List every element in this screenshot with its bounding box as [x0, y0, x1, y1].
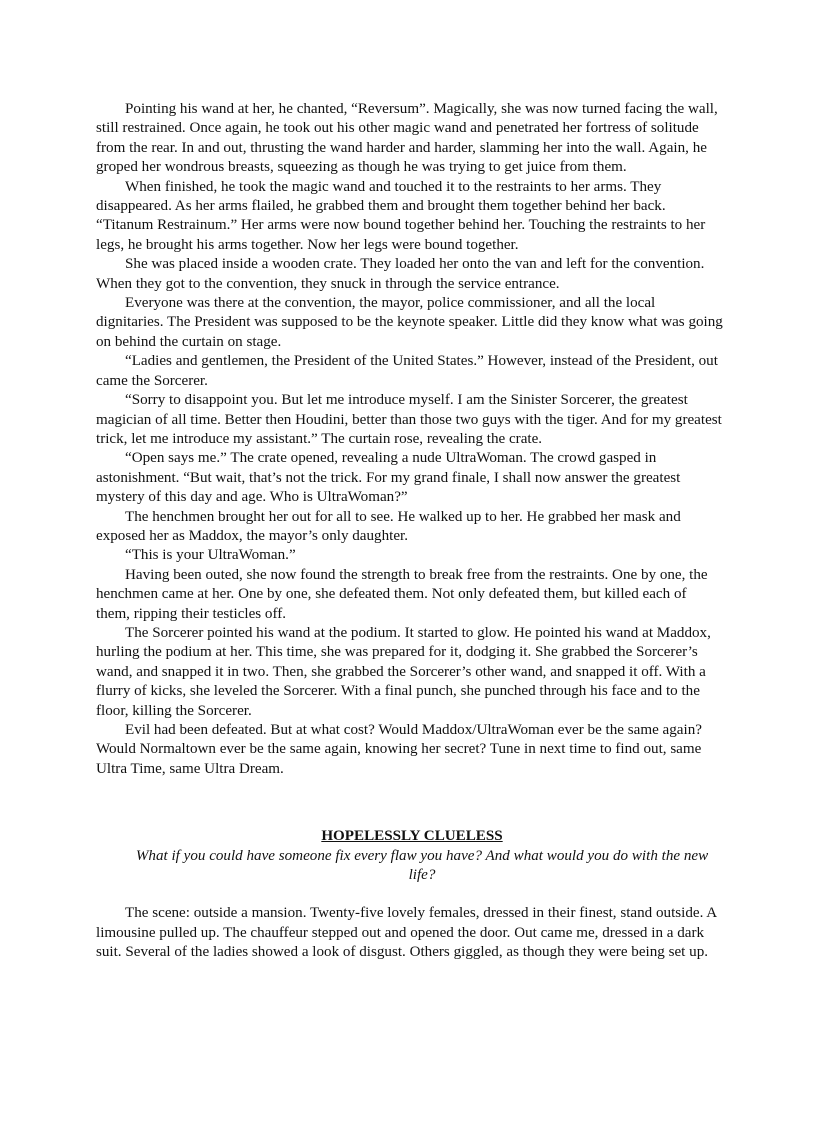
- paragraph: Pointing his wand at her, he chanted, “Reversum”. Magically, she was now turned facing the wall, still restrained. Once again, he took out his other magic wand and penetrated her fortress of solitude from the rear. In and out, thrusting the wand harder and harder, slamming her into the wall. Again, he groped her wondrous breasts, squeezing as though he was trying to get juice from them.: [96, 101, 718, 176]
- story-title: HOPELESSLY CLUELESS: [321, 828, 503, 845]
- paragraph: When finished, he took the magic wand and touched it to the restraints to her arms. They disappeared. As her arms flailed, he grabbed them and brought them together behind her back. “Titanum Restrainum.” Her arms were now bound together behind her. Touching the restraints to her legs, he brought his arms together. Now her legs were bound together.: [96, 178, 706, 253]
- paragraph: “Ladies and gentlemen, the President of the United States.” However, instead of the President, out came the Sorcerer.: [96, 353, 718, 389]
- paragraph: “Sorry to disappoint you. But let me introduce myself. I am the Sinister Sorcerer, the greatest magician of all time. Better then Houdini, better than those two guys with the tiger. And for my greatest trick, let me introduce my assistant.” The curtain rose, revealing the crate.: [96, 392, 722, 447]
- story-subtitle: What if you could have someone fix every flaw you have? And what would you do with the new life?: [135, 847, 709, 884]
- paragraph: “Open says me.” The crate opened, revealing a nude UltraWoman. The crowd gasped in astonishment. “But wait, that’s not the trick. For my grand finale, I shall now answer the greatest mystery of this day and age. Who is UltraWoman?”: [96, 450, 681, 506]
- paragraph: The henchmen brought her out for all to see. He walked up to her. He grabbed her mask and exposed her as Maddox, the mayor’s only daughter.: [96, 508, 681, 544]
- paragraph: The Sorcerer pointed his wand at the podium. It started to glow. He pointed his wand at Maddox, hurling the podium at her. This time, she was prepared for it, dodging it. She grabbed the Sorcerer’s wand, and snapped it in two. Then, she grabbed the Sorcerer’s other wand, and snapped it off. With a flurry of kicks, she leveled the Sorcerer. With a final punch, she punched through his face and to the floor, killing the Sorcerer.: [96, 624, 711, 719]
- paragraph: She was placed inside a wooden crate. They loaded her onto the van and left for the convention. When they got to the convention, they snuck in through the service entrance.: [96, 256, 705, 292]
- document-page: [96, 100, 724, 963]
- paragraph: Evil had been defeated. But at what cost? Would Maddox/UltraWoman ever be the same again? Would Normaltown ever be the same again, knowing her secret? Tune in next time to find out, same Ultra Time, same Ultra Dream.: [96, 722, 702, 777]
- paragraph: Having been outed, she now found the strength to break free from the restraints. One by one, the henchmen came at her. One by one, she defeated them. Not only defeated them, but killed each of them, ripping their testicles off.: [96, 566, 708, 622]
- paragraph: The scene: outside a mansion. Twenty-five lovely females, dressed in their finest, stand outside. A limousine pulled up. The chauffeur stepped out and opened the door. Out came me, dressed in a dark suit. Several of the ladies showed a look of disgust. Others giggled, as though they were being set up.: [96, 905, 717, 961]
- paragraph: Everyone was there at the convention, the mayor, police commissioner, and all the local dignitaries. The President was supposed to be the keynote speaker. Little did they know what was going on behind the curtain on stage.: [96, 295, 723, 350]
- paragraph: “This is your UltraWoman.”: [125, 547, 296, 564]
